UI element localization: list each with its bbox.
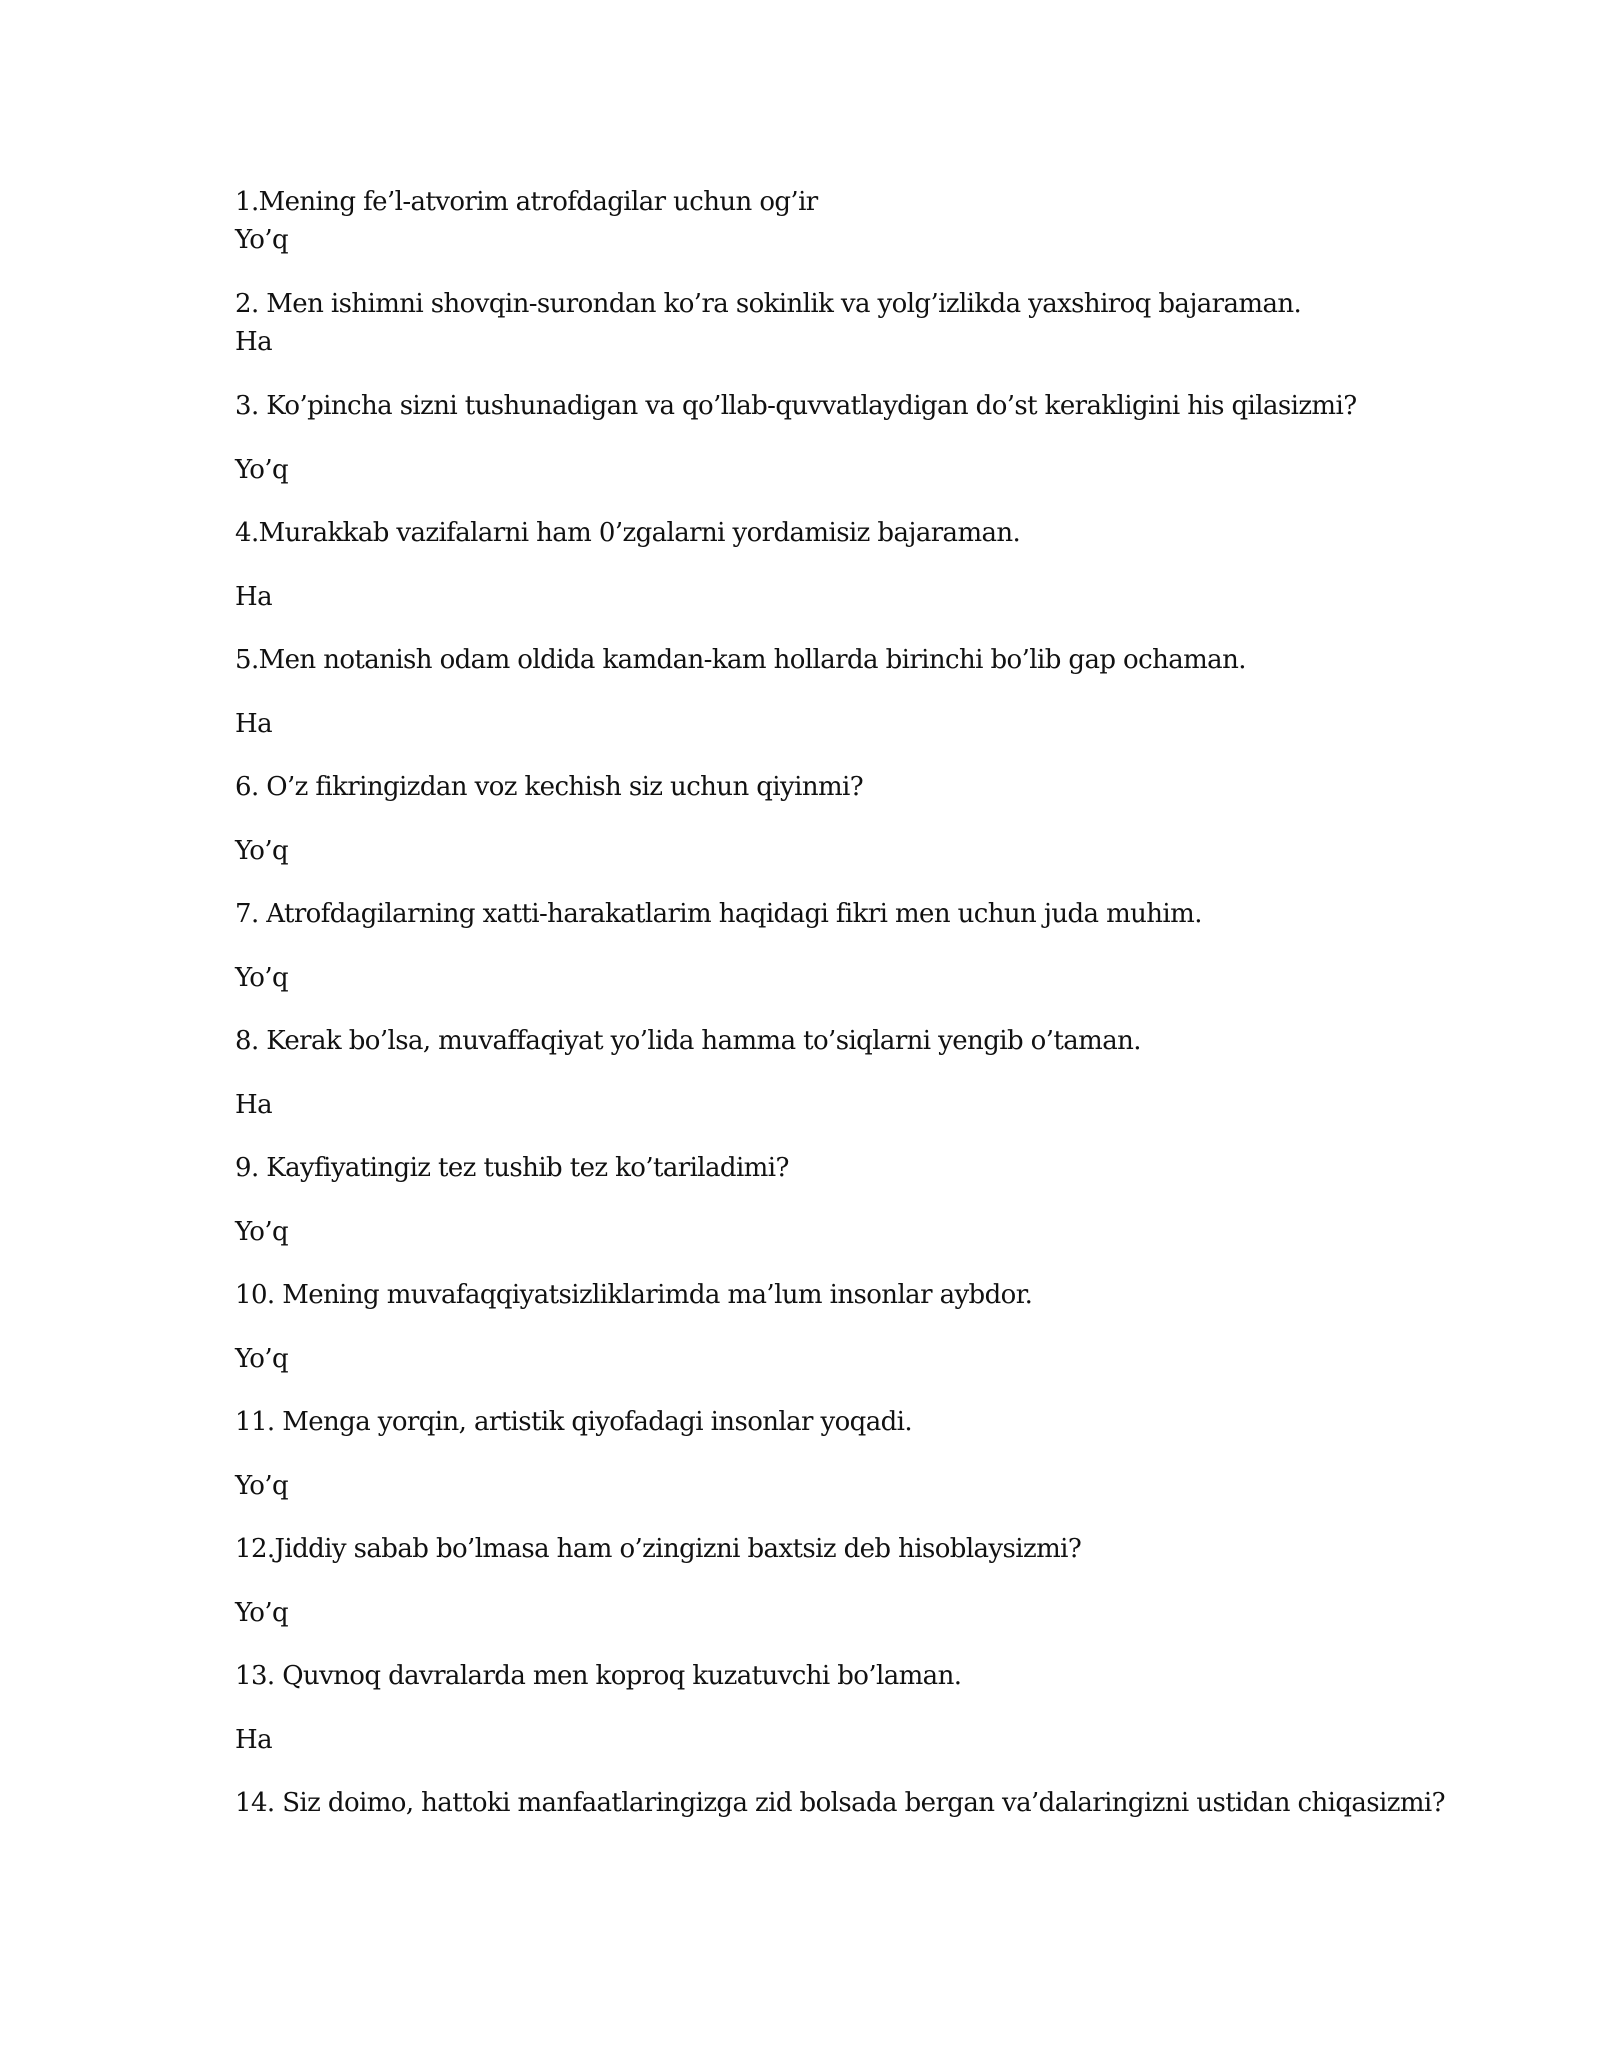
answer-2: Ha xyxy=(235,327,272,357)
question-3: 3. Ko’pincha sizni tushunadigan va qo’llab-quvvatlaydigan do’st kerakligini his qilasizmi? xyxy=(235,391,1357,421)
question-5: 5.Men notanish odam oldida kamdan-kam hollarda birinchi bo’lib gap ochaman. xyxy=(235,645,1246,675)
question-14: 14. Siz doimo, hattoki manfaatlaringizga zid bolsada bergan va’dalaringizni ustidan chiqasizmi? xyxy=(235,1788,1445,1818)
question-6: 6. O’z fikringizdan voz kechish siz uchun qiyinmi? xyxy=(235,772,864,802)
answer-4: Ha xyxy=(235,582,272,612)
question-4: 4.Murakkab vazifalarni ham 0’zgalarni yordamisiz bajaraman. xyxy=(235,518,1021,548)
question-2: 2. Men ishimni shovqin-surondan ko’ra sokinlik va yolg’izlikda yaxshiroq bajaraman. xyxy=(235,289,1302,319)
question-1: 1.Mening fe’l-atvorim atrofdagilar uchun og’ir xyxy=(235,187,818,217)
answer-5: Ha xyxy=(235,709,272,739)
question-9: 9. Kayfiyatingiz tez tushib tez ko’tariladimi? xyxy=(235,1153,789,1183)
answer-12: Yo’q xyxy=(235,1598,289,1628)
answer-13: Ha xyxy=(235,1725,272,1755)
answer-7: Yo’q xyxy=(235,963,289,993)
question-13: 13. Quvnoq davralarda men koproq kuzatuvchi bo’laman. xyxy=(235,1661,962,1691)
question-11: 11. Menga yorqin, artistik qiyofadagi insonlar yoqadi. xyxy=(235,1407,913,1437)
answer-10: Yo’q xyxy=(235,1344,289,1374)
answer-3: Yo’q xyxy=(235,455,289,485)
answer-6: Yo’q xyxy=(235,836,289,866)
question-7: 7. Atrofdagilarning xatti-harakatlarim haqidagi fikri men uchun juda muhim. xyxy=(235,899,1202,929)
answer-8: Ha xyxy=(235,1090,272,1120)
question-10: 10. Mening muvafaqqiyatsizliklarimda ma’lum insonlar aybdor. xyxy=(235,1280,1033,1310)
answer-1: Yo’q xyxy=(235,225,289,255)
answer-9: Yo’q xyxy=(235,1217,289,1247)
answer-11: Yo’q xyxy=(235,1471,289,1501)
question-8: 8. Kerak bo’lsa, muvaffaqiyat yo’lida hamma to’siqlarni yengib o’taman. xyxy=(235,1026,1141,1056)
question-12: 12.Jiddiy sabab bo’lmasa ham o’zingizni baxtsiz deb hisoblaysizmi? xyxy=(235,1534,1082,1564)
